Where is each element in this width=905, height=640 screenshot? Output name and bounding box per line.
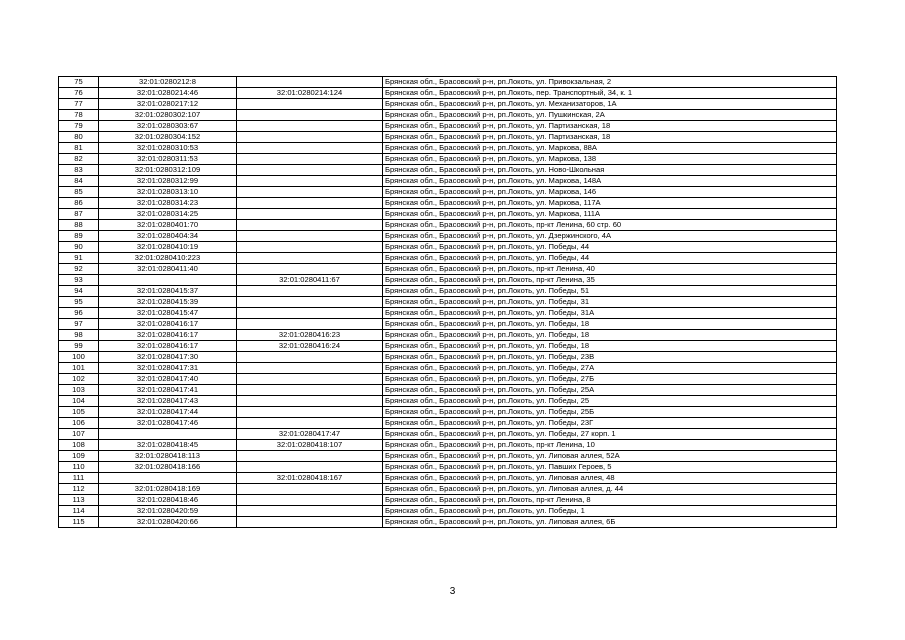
cadastral-number-cell: 32:01:0280416:17 bbox=[99, 330, 237, 341]
row-number-cell: 97 bbox=[59, 319, 99, 330]
row-number-cell: 88 bbox=[59, 220, 99, 231]
table-row bbox=[59, 77, 837, 88]
table-row bbox=[59, 451, 837, 462]
row-number-cell: 115 bbox=[59, 517, 99, 528]
address-cell: Брянская обл., Брасовский р-н, рп.Локоть, ул. Липовая аллея, 52А bbox=[383, 451, 837, 462]
page-number: 3 bbox=[449, 586, 456, 597]
table-row bbox=[59, 330, 837, 341]
related-cadastral-number-cell bbox=[237, 352, 383, 363]
table-row bbox=[59, 418, 837, 429]
related-cadastral-number-cell bbox=[237, 121, 383, 132]
table-row bbox=[59, 517, 837, 528]
cadastral-number-cell: 32:01:0280417:31 bbox=[99, 363, 237, 374]
cadastral-number-cell: 32:01:0280418:166 bbox=[99, 462, 237, 473]
related-cadastral-number-cell bbox=[237, 176, 383, 187]
row-number-cell: 85 bbox=[59, 187, 99, 198]
cadastral-number-cell: 32:01:0280401:70 bbox=[99, 220, 237, 231]
related-cadastral-number-cell bbox=[237, 220, 383, 231]
related-cadastral-number-cell bbox=[237, 209, 383, 220]
cadastral-number-cell: 32:01:0280417:44 bbox=[99, 407, 237, 418]
related-cadastral-number-cell bbox=[237, 396, 383, 407]
related-cadastral-number-cell bbox=[237, 286, 383, 297]
related-cadastral-number-cell bbox=[237, 99, 383, 110]
cadastral-number-cell: 32:01:0280415:47 bbox=[99, 308, 237, 319]
cadastral-number-cell: 32:01:0280416:17 bbox=[99, 319, 237, 330]
cadastral-number-cell: 32:01:0280415:39 bbox=[99, 297, 237, 308]
row-number-cell: 100 bbox=[59, 352, 99, 363]
cadastral-number-cell: 32:01:0280417:46 bbox=[99, 418, 237, 429]
row-number-cell: 94 bbox=[59, 286, 99, 297]
address-cell: Брянская обл., Брасовский р-н, рп.Локоть, ул. Липовая аллея, 6Б bbox=[383, 517, 837, 528]
cadastral-number-cell: 32:01:0280418:169 bbox=[99, 484, 237, 495]
related-cadastral-number-cell bbox=[237, 308, 383, 319]
cadastral-number-cell: 32:01:0280217:12 bbox=[99, 99, 237, 110]
address-cell: Брянская обл., Брасовский р-н, рп.Локоть, ул. Партизанская, 18 bbox=[383, 132, 837, 143]
related-cadastral-number-cell bbox=[237, 319, 383, 330]
row-number-cell: 89 bbox=[59, 231, 99, 242]
table-row bbox=[59, 88, 837, 99]
row-number-cell: 79 bbox=[59, 121, 99, 132]
table-row bbox=[59, 264, 837, 275]
row-number-cell: 90 bbox=[59, 242, 99, 253]
row-number-cell: 113 bbox=[59, 495, 99, 506]
cadastral-number-cell: 32:01:0280410:223 bbox=[99, 253, 237, 264]
address-cell: Брянская обл., Брасовский р-н, рп.Локоть, ул. Победы, 31А bbox=[383, 308, 837, 319]
address-cell: Брянская обл., Брасовский р-н, рп.Локоть, ул. Липовая аллея, 48 bbox=[383, 473, 837, 484]
address-cell: Брянская обл., Брасовский р-н, рп.Локоть, ул. Маркова, 146 bbox=[383, 187, 837, 198]
cadastral-number-cell: 32:01:0280404:34 bbox=[99, 231, 237, 242]
table-row bbox=[59, 99, 837, 110]
related-cadastral-number-cell bbox=[237, 484, 383, 495]
cadastral-number-cell: 32:01:0280312:109 bbox=[99, 165, 237, 176]
table-row bbox=[59, 154, 837, 165]
row-number-cell: 112 bbox=[59, 484, 99, 495]
table-row bbox=[59, 110, 837, 121]
table-row bbox=[59, 165, 837, 176]
cadastral-number-cell: 32:01:0280312:99 bbox=[99, 176, 237, 187]
row-number-cell: 93 bbox=[59, 275, 99, 286]
table-row bbox=[59, 506, 837, 517]
table-row bbox=[59, 407, 837, 418]
related-cadastral-number-cell bbox=[237, 143, 383, 154]
related-cadastral-number-cell bbox=[237, 231, 383, 242]
table-row bbox=[59, 275, 837, 286]
table-row bbox=[59, 308, 837, 319]
row-number-cell: 96 bbox=[59, 308, 99, 319]
row-number-cell: 81 bbox=[59, 143, 99, 154]
table-row bbox=[59, 473, 837, 484]
address-cell: Брянская обл., Брасовский р-н, рп.Локоть, ул. Маркова, 138 bbox=[383, 154, 837, 165]
table-row bbox=[59, 429, 837, 440]
cadastral-number-cell: 32:01:0280420:59 bbox=[99, 506, 237, 517]
row-number-cell: 107 bbox=[59, 429, 99, 440]
cadastral-number-cell bbox=[99, 429, 237, 440]
row-number-cell: 76 bbox=[59, 88, 99, 99]
address-cell: Брянская обл., Брасовский р-н, рп.Локоть, ул. Победы, 27 корп. 1 bbox=[383, 429, 837, 440]
row-number-cell: 83 bbox=[59, 165, 99, 176]
row-number-cell: 101 bbox=[59, 363, 99, 374]
related-cadastral-number-cell: 32:01:0280418:167 bbox=[237, 473, 383, 484]
row-number-cell: 92 bbox=[59, 264, 99, 275]
address-cell: Брянская обл., Брасовский р-н, рп.Локоть, ул. Дзержинского, 4А bbox=[383, 231, 837, 242]
address-cell: Брянская обл., Брасовский р-н, рп.Локоть, ул. Победы, 44 bbox=[383, 242, 837, 253]
table-row bbox=[59, 396, 837, 407]
address-cell: Брянская обл., Брасовский р-н, рп.Локоть, ул. Победы, 23В bbox=[383, 352, 837, 363]
related-cadastral-number-cell bbox=[237, 418, 383, 429]
row-number-cell: 84 bbox=[59, 176, 99, 187]
address-cell: Брянская обл., Брасовский р-н, рп.Локоть, ул. Победы, 25Б bbox=[383, 407, 837, 418]
table-body bbox=[59, 77, 837, 528]
cadastral-number-cell: 32:01:0280418:113 bbox=[99, 451, 237, 462]
cadastral-number-cell bbox=[99, 473, 237, 484]
address-cell: Брянская обл., Брасовский р-н, рп.Локоть, пр-кт Ленина, 8 bbox=[383, 495, 837, 506]
table-row bbox=[59, 121, 837, 132]
related-cadastral-number-cell bbox=[237, 506, 383, 517]
address-cell: Брянская обл., Брасовский р-н, рп.Локоть, ул. Маркова, 88А bbox=[383, 143, 837, 154]
table-row bbox=[59, 242, 837, 253]
related-cadastral-number-cell bbox=[237, 110, 383, 121]
address-cell: Брянская обл., Брасовский р-н, рп.Локоть, пр-кт Ленина, 10 bbox=[383, 440, 837, 451]
table-row bbox=[59, 286, 837, 297]
address-cell: Брянская обл., Брасовский р-н, рп.Локоть, ул. Победы, 27Б bbox=[383, 374, 837, 385]
related-cadastral-number-cell bbox=[237, 385, 383, 396]
table-row bbox=[59, 385, 837, 396]
address-cell: Брянская обл., Брасовский р-н, рп.Локоть, ул. Механизаторов, 1А bbox=[383, 99, 837, 110]
table-row bbox=[59, 132, 837, 143]
cadastral-number-cell: 32:01:0280418:45 bbox=[99, 440, 237, 451]
cadastral-number-cell: 32:01:0280314:25 bbox=[99, 209, 237, 220]
related-cadastral-number-cell bbox=[237, 154, 383, 165]
data-table bbox=[58, 76, 837, 528]
table-row bbox=[59, 220, 837, 231]
cadastral-number-cell: 32:01:0280304:152 bbox=[99, 132, 237, 143]
table-row bbox=[59, 319, 837, 330]
table-row bbox=[59, 462, 837, 473]
row-number-cell: 95 bbox=[59, 297, 99, 308]
table-row bbox=[59, 253, 837, 264]
address-cell: Брянская обл., Брасовский р-н, рп.Локоть, ул. Победы, 25А bbox=[383, 385, 837, 396]
row-number-cell: 91 bbox=[59, 253, 99, 264]
row-number-cell: 99 bbox=[59, 341, 99, 352]
cadastral-number-cell: 32:01:0280212:8 bbox=[99, 77, 237, 88]
related-cadastral-number-cell: 32:01:0280416:24 bbox=[237, 341, 383, 352]
address-cell: Брянская обл., Брасовский р-н, рп.Локоть, ул. Победы, 51 bbox=[383, 286, 837, 297]
row-number-cell: 104 bbox=[59, 396, 99, 407]
table-row bbox=[59, 341, 837, 352]
related-cadastral-number-cell bbox=[237, 451, 383, 462]
row-number-cell: 78 bbox=[59, 110, 99, 121]
address-cell: Брянская обл., Брасовский р-н, рп.Локоть, ул. Победы, 18 bbox=[383, 319, 837, 330]
table-row bbox=[59, 297, 837, 308]
table-row bbox=[59, 176, 837, 187]
cadastral-number-cell: 32:01:0280313:10 bbox=[99, 187, 237, 198]
related-cadastral-number-cell bbox=[237, 495, 383, 506]
cadastral-number-cell: 32:01:0280410:19 bbox=[99, 242, 237, 253]
related-cadastral-number-cell bbox=[237, 407, 383, 418]
row-number-cell: 103 bbox=[59, 385, 99, 396]
row-number-cell: 105 bbox=[59, 407, 99, 418]
cadastral-number-cell: 32:01:0280303:67 bbox=[99, 121, 237, 132]
table-row bbox=[59, 209, 837, 220]
row-number-cell: 82 bbox=[59, 154, 99, 165]
related-cadastral-number-cell: 32:01:0280411:67 bbox=[237, 275, 383, 286]
related-cadastral-number-cell bbox=[237, 363, 383, 374]
address-cell: Брянская обл., Брасовский р-н, рп.Локоть, ул. Липовая аллея, д. 44 bbox=[383, 484, 837, 495]
address-cell: Брянская обл., Брасовский р-н, рп.Локоть, ул. Маркова, 148А bbox=[383, 176, 837, 187]
related-cadastral-number-cell: 32:01:0280416:23 bbox=[237, 330, 383, 341]
cadastral-number-cell: 32:01:0280302:107 bbox=[99, 110, 237, 121]
cadastral-number-cell: 32:01:0280214:46 bbox=[99, 88, 237, 99]
cadastral-number-cell: 32:01:0280417:30 bbox=[99, 352, 237, 363]
table-row bbox=[59, 187, 837, 198]
cadastral-number-cell: 32:01:0280411:40 bbox=[99, 264, 237, 275]
address-cell: Брянская обл., Брасовский р-н, рп.Локоть, пр-кт Ленина, 60 стр. 60 bbox=[383, 220, 837, 231]
address-cell: Брянская обл., Брасовский р-н, рп.Локоть, пр-кт Ленина, 35 bbox=[383, 275, 837, 286]
cadastral-number-cell: 32:01:0280415:37 bbox=[99, 286, 237, 297]
row-number-cell: 86 bbox=[59, 198, 99, 209]
cadastral-number-cell: 32:01:0280420:66 bbox=[99, 517, 237, 528]
address-cell: Брянская обл., Брасовский р-н, рп.Локоть, пр-кт Ленина, 40 bbox=[383, 264, 837, 275]
cadastral-number-cell: 32:01:0280310:53 bbox=[99, 143, 237, 154]
table-row bbox=[59, 374, 837, 385]
row-number-cell: 98 bbox=[59, 330, 99, 341]
cadastral-number-cell: 32:01:0280417:43 bbox=[99, 396, 237, 407]
row-number-cell: 77 bbox=[59, 99, 99, 110]
cadastral-number-cell: 32:01:0280311:53 bbox=[99, 154, 237, 165]
table-row bbox=[59, 143, 837, 154]
address-cell: Брянская обл., Брасовский р-н, рп.Локоть, ул. Павших Героев, 5 bbox=[383, 462, 837, 473]
table-row bbox=[59, 484, 837, 495]
address-cell: Брянская обл., Брасовский р-н, рп.Локоть, ул. Привокзальная, 2 bbox=[383, 77, 837, 88]
address-cell: Брянская обл., Брасовский р-н, рп.Локоть, ул. Пушкинская, 2А bbox=[383, 110, 837, 121]
table-row bbox=[59, 440, 837, 451]
cadastral-number-cell: 32:01:0280416:17 bbox=[99, 341, 237, 352]
related-cadastral-number-cell bbox=[237, 374, 383, 385]
row-number-cell: 108 bbox=[59, 440, 99, 451]
table-row bbox=[59, 352, 837, 363]
address-cell: Брянская обл., Брасовский р-н, рп.Локоть, ул. Партизанская, 18 bbox=[383, 121, 837, 132]
related-cadastral-number-cell bbox=[237, 165, 383, 176]
address-cell: Брянская обл., Брасовский р-н, рп.Локоть, ул. Победы, 31 bbox=[383, 297, 837, 308]
cadastral-number-cell: 32:01:0280314:23 bbox=[99, 198, 237, 209]
related-cadastral-number-cell bbox=[237, 132, 383, 143]
table-row bbox=[59, 495, 837, 506]
address-cell: Брянская обл., Брасовский р-н, рп.Локоть, ул. Победы, 27А bbox=[383, 363, 837, 374]
row-number-cell: 109 bbox=[59, 451, 99, 462]
address-cell: Брянская обл., Брасовский р-н, рп.Локоть, пер. Транспортный, 34, к. 1 bbox=[383, 88, 837, 99]
address-cell: Брянская обл., Брасовский р-н, рп.Локоть, ул. Ново-Школьная bbox=[383, 165, 837, 176]
row-number-cell: 102 bbox=[59, 374, 99, 385]
related-cadastral-number-cell bbox=[237, 264, 383, 275]
related-cadastral-number-cell bbox=[237, 297, 383, 308]
table-row bbox=[59, 198, 837, 209]
table-row bbox=[59, 231, 837, 242]
address-cell: Брянская обл., Брасовский р-н, рп.Локоть, ул. Победы, 23Г bbox=[383, 418, 837, 429]
address-cell: Брянская обл., Брасовский р-н, рп.Локоть, ул. Победы, 18 bbox=[383, 341, 837, 352]
address-cell: Брянская обл., Брасовский р-н, рп.Локоть, ул. Маркова, 111А bbox=[383, 209, 837, 220]
row-number-cell: 111 bbox=[59, 473, 99, 484]
address-cell: Брянская обл., Брасовский р-н, рп.Локоть, ул. Маркова, 117А bbox=[383, 198, 837, 209]
cadastral-number-cell: 32:01:0280417:40 bbox=[99, 374, 237, 385]
row-number-cell: 80 bbox=[59, 132, 99, 143]
related-cadastral-number-cell: 32:01:0280418:107 bbox=[237, 440, 383, 451]
related-cadastral-number-cell bbox=[237, 517, 383, 528]
row-number-cell: 106 bbox=[59, 418, 99, 429]
related-cadastral-number-cell bbox=[237, 77, 383, 88]
cadastral-number-cell: 32:01:0280418:46 bbox=[99, 495, 237, 506]
address-cell: Брянская обл., Брасовский р-н, рп.Локоть, ул. Победы, 44 bbox=[383, 253, 837, 264]
address-cell: Брянская обл., Брасовский р-н, рп.Локоть, ул. Победы, 25 bbox=[383, 396, 837, 407]
address-cell: Брянская обл., Брасовский р-н, рп.Локоть, ул. Победы, 18 bbox=[383, 330, 837, 341]
related-cadastral-number-cell bbox=[237, 462, 383, 473]
cadastral-number-cell: 32:01:0280417:41 bbox=[99, 385, 237, 396]
related-cadastral-number-cell bbox=[237, 242, 383, 253]
row-number-cell: 87 bbox=[59, 209, 99, 220]
row-number-cell: 110 bbox=[59, 462, 99, 473]
related-cadastral-number-cell bbox=[237, 198, 383, 209]
related-cadastral-number-cell: 32:01:0280417:47 bbox=[237, 429, 383, 440]
cadastral-number-cell bbox=[99, 275, 237, 286]
related-cadastral-number-cell bbox=[237, 253, 383, 264]
address-cell: Брянская обл., Брасовский р-н, рп.Локоть, ул. Победы, 1 bbox=[383, 506, 837, 517]
related-cadastral-number-cell: 32:01:0280214:124 bbox=[237, 88, 383, 99]
table-row bbox=[59, 363, 837, 374]
related-cadastral-number-cell bbox=[237, 187, 383, 198]
row-number-cell: 114 bbox=[59, 506, 99, 517]
row-number-cell: 75 bbox=[59, 77, 99, 88]
